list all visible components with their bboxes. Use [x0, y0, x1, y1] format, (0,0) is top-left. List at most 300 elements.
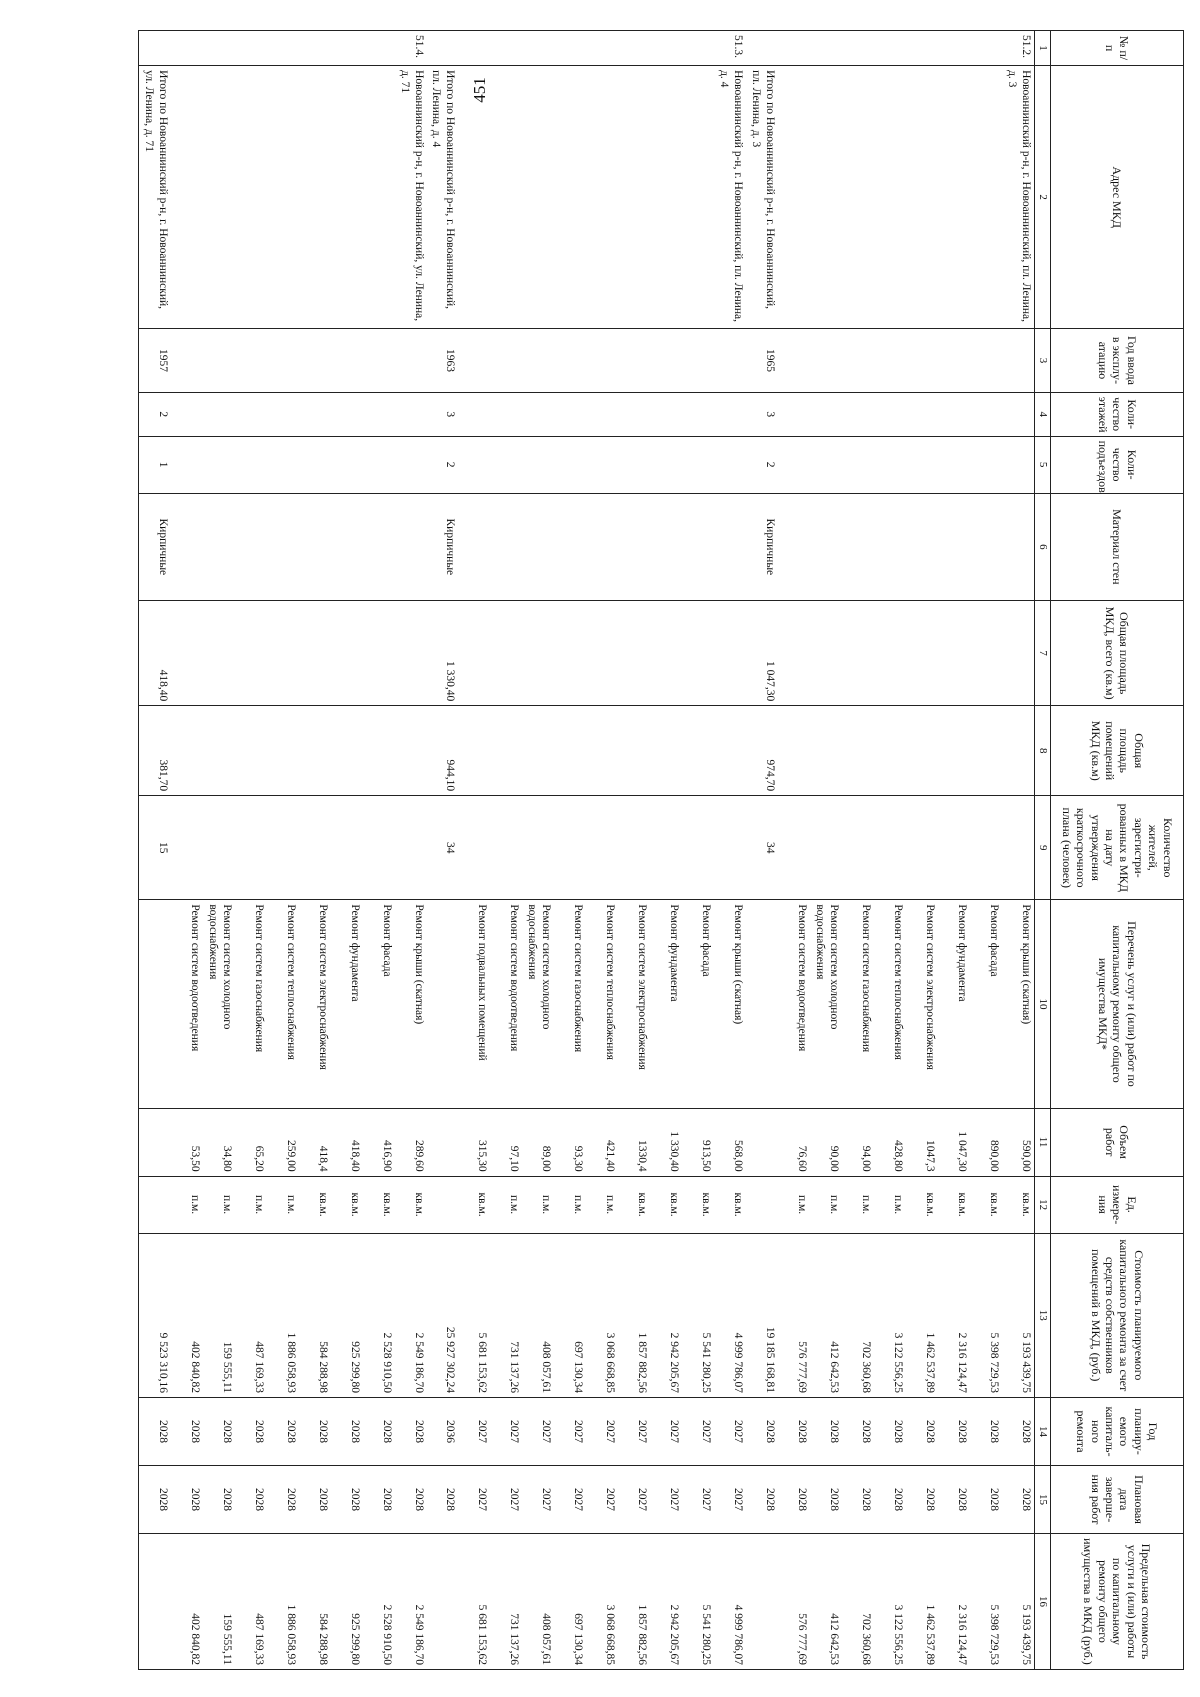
cell-address — [171, 66, 203, 329]
column-header: Ед. измере-ния — [1051, 1176, 1184, 1233]
cell-wall-material — [938, 493, 970, 600]
cell-residents — [267, 796, 299, 900]
cell-work-volume: 1 330,40 — [650, 1108, 682, 1176]
cell-repair-year: 2028 — [906, 1398, 938, 1466]
cell-premises-area: 381,70 — [139, 706, 171, 796]
cell-unit: кв.м. — [363, 1176, 395, 1233]
cell-address: Итого по Новоаннинский р-н, г. Новоаннинский, пл. Ленина, д. 3 — [746, 66, 778, 329]
cell-completion-date: 2028 — [203, 1465, 235, 1533]
cell-total-area — [331, 601, 363, 706]
cell-entrances — [458, 436, 490, 493]
table-row — [906, 31, 938, 1670]
column-header: Количество жителей, зарегистри-рованных в МКД на дату утверждения краткосрочного плана (человек) — [1051, 796, 1184, 900]
cell-entrances — [842, 436, 874, 493]
cell-premises-area — [586, 706, 618, 796]
cell-row-number — [299, 31, 331, 66]
cell-repair-year: 2036 — [427, 1398, 459, 1466]
cell-unit: п.м. — [171, 1176, 203, 1233]
column-number: 13 — [1034, 1233, 1050, 1397]
cell-wall-material — [490, 493, 522, 600]
column-number: 16 — [1034, 1533, 1050, 1669]
cell-address: Новоаннинский р-н, г. Новоаннинский, пл. Ленина, д. 4 — [714, 66, 746, 329]
cell-total-area — [874, 601, 906, 706]
cell-work-volume: 315,30 — [458, 1108, 490, 1176]
column-number: 7 — [1034, 601, 1050, 706]
cell-residents — [714, 796, 746, 900]
column-header: Стоимость планируемого капитального ремонта за счет средств собственников помещений в МКД, (руб.) — [1051, 1233, 1184, 1397]
table-row — [682, 31, 714, 1670]
table-row — [842, 31, 874, 1670]
cell-completion-date: 2028 — [139, 1465, 171, 1533]
cell-unit — [746, 1176, 778, 1233]
cell-max-cost: 584 288,98 — [299, 1533, 331, 1669]
cell-wall-material — [363, 493, 395, 600]
cell-repair-year: 2027 — [650, 1398, 682, 1466]
table-row — [810, 31, 842, 1670]
cell-entrances — [650, 436, 682, 493]
column-number: 5 — [1034, 436, 1050, 493]
cell-floors — [842, 392, 874, 436]
cell-work-type: Ремонт фундамента — [331, 900, 363, 1108]
cell-total-area: 418,40 — [139, 601, 171, 706]
cell-year-built: 1957 — [139, 329, 171, 393]
cell-unit: п.м. — [778, 1176, 810, 1233]
cell-row-number — [203, 31, 235, 66]
column-header: Год ввода в эксплу-атацию — [1051, 329, 1184, 393]
cell-row-number — [331, 31, 363, 66]
column-number: 12 — [1034, 1176, 1050, 1233]
cell-row-number — [842, 31, 874, 66]
cell-work-type: Ремонт систем электроснабжения — [906, 900, 938, 1108]
cell-work-type: Ремонт систем холодного водоснабжения — [810, 900, 842, 1108]
cell-total-area — [650, 601, 682, 706]
table-row — [650, 31, 682, 1670]
cell-repair-cost: 408 057,61 — [522, 1233, 554, 1397]
cell-floors — [650, 392, 682, 436]
cell-work-volume: 65,20 — [235, 1108, 267, 1176]
cell-completion-date: 2028 — [778, 1465, 810, 1533]
cell-repair-year: 2028 — [746, 1398, 778, 1466]
cell-total-area — [554, 601, 586, 706]
cell-max-cost: 5 193 439,75 — [1002, 1533, 1035, 1669]
cell-unit: п.м. — [810, 1176, 842, 1233]
cell-row-number — [363, 31, 395, 66]
cell-repair-cost: 25 927 302,24 — [427, 1233, 459, 1397]
cell-unit: п.м. — [522, 1176, 554, 1233]
table-row — [458, 31, 490, 1670]
table-row — [331, 31, 363, 1670]
cell-row-number — [235, 31, 267, 66]
cell-work-volume: 76,60 — [778, 1108, 810, 1176]
cell-wall-material — [395, 493, 427, 600]
cell-premises-area — [458, 706, 490, 796]
cell-premises-area — [714, 706, 746, 796]
cell-residents — [778, 796, 810, 900]
cell-floors — [171, 392, 203, 436]
cell-entrances — [874, 436, 906, 493]
cell-max-cost: 5 541 280,25 — [682, 1533, 714, 1669]
column-number: 14 — [1034, 1398, 1050, 1466]
cell-floors — [810, 392, 842, 436]
cell-row-number — [906, 31, 938, 66]
cell-repair-cost: 487 169,33 — [235, 1233, 267, 1397]
cell-floors — [554, 392, 586, 436]
column-header: Общая площадь МКД, всего (кв.м) — [1051, 601, 1184, 706]
cell-work-type: Ремонт фасада — [970, 900, 1002, 1108]
table-row — [874, 31, 906, 1670]
cell-floors — [522, 392, 554, 436]
cell-year-built — [267, 329, 299, 393]
cell-entrances — [395, 436, 427, 493]
cell-work-type: Ремонт систем электроснабжения — [299, 900, 331, 1108]
cell-entrances — [938, 436, 970, 493]
cell-entrances — [235, 436, 267, 493]
cell-max-cost: 1 857 882,56 — [618, 1533, 650, 1669]
cell-repair-cost: 412 642,53 — [810, 1233, 842, 1397]
column-header: Адрес МКД — [1051, 66, 1184, 329]
cell-row-number: 51.4. — [395, 31, 427, 66]
cell-floors — [490, 392, 522, 436]
cell-repair-year: 2027 — [458, 1398, 490, 1466]
cell-premises-area — [970, 706, 1002, 796]
cell-year-built — [938, 329, 970, 393]
cell-max-cost: 2 942 205,67 — [650, 1533, 682, 1669]
cell-entrances — [363, 436, 395, 493]
cell-repair-cost: 5 681 153,62 — [458, 1233, 490, 1397]
cell-address: Новоаннинский р-н, г. Новоаннинский, ул. Ленина, д. 71 — [395, 66, 427, 329]
column-header: Объем работ — [1051, 1108, 1184, 1176]
column-header: Перечень услуг и (или) работ по капитальному ремонту общего имущества МКД* — [1051, 900, 1184, 1108]
cell-row-number — [458, 31, 490, 66]
cell-work-volume: 1047,3 — [906, 1108, 938, 1176]
cell-max-cost — [427, 1533, 459, 1669]
cell-completion-date: 2027 — [458, 1465, 490, 1533]
cell-work-volume: 53,50 — [171, 1108, 203, 1176]
total-row — [427, 31, 459, 1670]
cell-year-built — [970, 329, 1002, 393]
cell-entrances — [682, 436, 714, 493]
cell-premises-area — [522, 706, 554, 796]
table-row — [554, 31, 586, 1670]
cell-year-built — [458, 329, 490, 393]
cell-wall-material — [842, 493, 874, 600]
cell-repair-year: 2028 — [171, 1398, 203, 1466]
cell-premises-area — [331, 706, 363, 796]
cell-premises-area — [235, 706, 267, 796]
cell-repair-cost: 2 549 186,70 — [395, 1233, 427, 1397]
cell-premises-area — [778, 706, 810, 796]
total-row — [139, 31, 171, 1670]
cell-max-cost: 925 299,80 — [331, 1533, 363, 1669]
cell-floors — [874, 392, 906, 436]
cell-year-built: 1963 — [427, 329, 459, 393]
cell-wall-material — [299, 493, 331, 600]
cell-repair-cost: 731 137,26 — [490, 1233, 522, 1397]
cell-max-cost: 1 462 537,89 — [906, 1533, 938, 1669]
cell-floors: 2 — [139, 392, 171, 436]
table-row — [586, 31, 618, 1670]
cell-residents — [490, 796, 522, 900]
cell-completion-date: 2027 — [682, 1465, 714, 1533]
cell-residents: 15 — [139, 796, 171, 900]
cell-repair-year: 2028 — [810, 1398, 842, 1466]
cell-work-type: Ремонт систем газоснабжения — [842, 900, 874, 1108]
cell-unit: п.м. — [842, 1176, 874, 1233]
cell-repair-cost: 697 130,34 — [554, 1233, 586, 1397]
cell-unit: кв.м. — [299, 1176, 331, 1233]
cell-completion-date: 2028 — [970, 1465, 1002, 1533]
cell-max-cost: 408 057,61 — [522, 1533, 554, 1669]
cell-repair-cost: 925 299,80 — [331, 1233, 363, 1397]
cell-premises-area — [842, 706, 874, 796]
cell-address — [235, 66, 267, 329]
cell-floors — [906, 392, 938, 436]
cell-repair-year: 2028 — [842, 1398, 874, 1466]
cell-address: Итого по Новоаннинский р-н, г. Новоаннинский, пл. Ленина, д. 4 — [427, 66, 459, 329]
cell-wall-material — [554, 493, 586, 600]
cell-max-cost: 5 398 729,53 — [970, 1533, 1002, 1669]
table-row — [970, 31, 1002, 1670]
cell-address — [650, 66, 682, 329]
cell-year-built — [203, 329, 235, 393]
column-number: 15 — [1034, 1465, 1050, 1533]
cell-work-volume: 259,00 — [267, 1108, 299, 1176]
cell-wall-material — [906, 493, 938, 600]
cell-total-area — [618, 601, 650, 706]
cell-premises-area — [554, 706, 586, 796]
cell-year-built — [906, 329, 938, 393]
cell-work-volume: 1 047,30 — [938, 1108, 970, 1176]
cell-entrances — [586, 436, 618, 493]
cell-residents — [458, 796, 490, 900]
cell-address — [522, 66, 554, 329]
cell-year-built — [363, 329, 395, 393]
cell-work-type: Ремонт крыши (скатная) — [714, 900, 746, 1108]
cell-wall-material — [714, 493, 746, 600]
cell-work-type: Ремонт систем теплоснабжения — [874, 900, 906, 1108]
cell-residents — [1002, 796, 1035, 900]
cell-entrances — [522, 436, 554, 493]
cell-address — [682, 66, 714, 329]
cell-year-built — [778, 329, 810, 393]
cell-floors: 3 — [746, 392, 778, 436]
cell-work-type: Ремонт фасада — [363, 900, 395, 1108]
cell-residents — [586, 796, 618, 900]
cell-total-area — [522, 601, 554, 706]
cell-year-built — [299, 329, 331, 393]
cell-completion-date: 2028 — [171, 1465, 203, 1533]
cell-wall-material — [778, 493, 810, 600]
cell-address: Итого по Новоаннинский р-н, г. Новоаннинский, ул. Ленина, д. 71 — [139, 66, 171, 329]
cell-premises-area — [363, 706, 395, 796]
cell-premises-area — [938, 706, 970, 796]
cell-repair-cost: 584 288,98 — [299, 1233, 331, 1397]
cell-address — [363, 66, 395, 329]
cell-floors: 3 — [427, 392, 459, 436]
table-row — [618, 31, 650, 1670]
cell-work-volume: 97,10 — [490, 1108, 522, 1176]
cell-row-number — [970, 31, 1002, 66]
cell-year-built — [842, 329, 874, 393]
cell-max-cost: 2 316 124,47 — [938, 1533, 970, 1669]
cell-work-volume: 428,80 — [874, 1108, 906, 1176]
cell-work-type: Ремонт систем электроснабжения — [618, 900, 650, 1108]
cell-residents: 34 — [427, 796, 459, 900]
cell-residents — [203, 796, 235, 900]
cell-completion-date: 2028 — [267, 1465, 299, 1533]
cell-unit — [139, 1176, 171, 1233]
cell-entrances — [331, 436, 363, 493]
cell-total-area — [490, 601, 522, 706]
table-row — [490, 31, 522, 1670]
cell-work-volume — [746, 1108, 778, 1176]
cell-row-number: 51.3. — [714, 31, 746, 66]
cell-residents — [650, 796, 682, 900]
cell-entrances — [554, 436, 586, 493]
cell-max-cost — [139, 1533, 171, 1669]
cell-completion-date: 2027 — [554, 1465, 586, 1533]
cell-completion-date: 2028 — [235, 1465, 267, 1533]
cell-entrances — [810, 436, 842, 493]
capital-repair-table — [138, 30, 1184, 1670]
table-row — [778, 31, 810, 1670]
cell-total-area — [586, 601, 618, 706]
cell-repair-year: 2028 — [203, 1398, 235, 1466]
cell-repair-cost: 1 886 058,93 — [267, 1233, 299, 1397]
cell-completion-date: 2028 — [331, 1465, 363, 1533]
cell-address — [938, 66, 970, 329]
cell-work-type: Ремонт систем холодного водоснабжения — [203, 900, 235, 1108]
cell-total-area — [235, 601, 267, 706]
cell-repair-cost: 9 523 310,16 — [139, 1233, 171, 1397]
cell-unit: кв.м. — [650, 1176, 682, 1233]
cell-work-type: Ремонт систем газоснабжения — [235, 900, 267, 1108]
cell-residents — [235, 796, 267, 900]
cell-completion-date: 2028 — [874, 1465, 906, 1533]
cell-address — [810, 66, 842, 329]
cell-wall-material — [618, 493, 650, 600]
cell-premises-area: 944,10 — [427, 706, 459, 796]
cell-max-cost: 731 137,26 — [490, 1533, 522, 1669]
cell-total-area — [1002, 601, 1035, 706]
column-header: Общая площадь помещений МКД (кв.м) — [1051, 706, 1184, 796]
cell-max-cost: 2 528 910,50 — [363, 1533, 395, 1669]
cell-unit: кв.м. — [458, 1176, 490, 1233]
cell-wall-material — [874, 493, 906, 600]
cell-row-number — [139, 31, 171, 66]
cell-repair-cost: 1 857 882,56 — [618, 1233, 650, 1397]
column-number: 8 — [1034, 706, 1050, 796]
cell-row-number — [267, 31, 299, 66]
cell-premises-area — [299, 706, 331, 796]
cell-floors — [363, 392, 395, 436]
cell-repair-year: 2028 — [778, 1398, 810, 1466]
cell-wall-material — [267, 493, 299, 600]
cell-unit — [427, 1176, 459, 1233]
cell-address: Новоаннинский р-н, г. Новоаннинский, пл. Ленина, д. 3 — [1002, 66, 1035, 329]
cell-row-number — [650, 31, 682, 66]
cell-wall-material — [970, 493, 1002, 600]
cell-residents — [618, 796, 650, 900]
cell-completion-date: 2027 — [522, 1465, 554, 1533]
cell-total-area — [970, 601, 1002, 706]
cell-total-area — [458, 601, 490, 706]
cell-row-number: 51.2. — [1002, 31, 1035, 66]
cell-floors — [1002, 392, 1035, 436]
cell-repair-year: 2028 — [1002, 1398, 1035, 1466]
cell-address — [299, 66, 331, 329]
table-row — [299, 31, 331, 1670]
table-row — [171, 31, 203, 1670]
cell-year-built — [714, 329, 746, 393]
cell-total-area — [203, 601, 235, 706]
cell-total-area — [682, 601, 714, 706]
cell-residents — [906, 796, 938, 900]
cell-residents — [363, 796, 395, 900]
cell-row-number — [586, 31, 618, 66]
cell-repair-year: 2028 — [395, 1398, 427, 1466]
cell-work-type: Ремонт систем теплоснабжения — [586, 900, 618, 1108]
column-number: 2 — [1034, 66, 1050, 329]
cell-repair-cost: 702 360,68 — [842, 1233, 874, 1397]
total-row — [746, 31, 778, 1670]
cell-row-number — [746, 31, 778, 66]
cell-premises-area — [618, 706, 650, 796]
cell-work-type: Ремонт систем газоснабжения — [554, 900, 586, 1108]
cell-wall-material — [203, 493, 235, 600]
cell-repair-cost: 402 840,82 — [171, 1233, 203, 1397]
cell-row-number — [938, 31, 970, 66]
column-number: 1 — [1034, 31, 1050, 66]
cell-work-volume: 416,90 — [363, 1108, 395, 1176]
cell-wall-material — [586, 493, 618, 600]
cell-repair-year: 2027 — [554, 1398, 586, 1466]
cell-completion-date: 2028 — [810, 1465, 842, 1533]
cell-wall-material: Кирпичные — [746, 493, 778, 600]
cell-completion-date: 2028 — [938, 1465, 970, 1533]
cell-repair-year: 2028 — [139, 1398, 171, 1466]
table-row — [938, 31, 970, 1670]
cell-year-built — [235, 329, 267, 393]
cell-unit: кв.м. — [970, 1176, 1002, 1233]
cell-repair-cost: 3 122 556,25 — [874, 1233, 906, 1397]
cell-residents — [331, 796, 363, 900]
cell-work-type: Ремонт крыши (скатная) — [1002, 900, 1035, 1108]
cell-floors — [586, 392, 618, 436]
cell-entrances — [299, 436, 331, 493]
cell-work-volume: 289,60 — [395, 1108, 427, 1176]
column-header: Предельная стоимость услуги и (или) работы по капитальному ремонту общего имущества в МКД (руб.) — [1051, 1533, 1184, 1669]
cell-total-area — [299, 601, 331, 706]
cell-repair-cost: 2 528 910,50 — [363, 1233, 395, 1397]
cell-completion-date: 2028 — [395, 1465, 427, 1533]
cell-max-cost: 412 642,53 — [810, 1533, 842, 1669]
cell-total-area: 1 330,40 — [427, 601, 459, 706]
cell-max-cost: 402 840,82 — [171, 1533, 203, 1669]
cell-address — [267, 66, 299, 329]
cell-work-volume: 590,00 — [1002, 1108, 1035, 1176]
cell-total-area: 1 047,30 — [746, 601, 778, 706]
cell-premises-area — [682, 706, 714, 796]
cell-wall-material — [1002, 493, 1035, 600]
cell-repair-cost: 2 316 124,47 — [938, 1233, 970, 1397]
cell-row-number — [682, 31, 714, 66]
cell-repair-year: 2028 — [299, 1398, 331, 1466]
cell-work-volume: 94,00 — [842, 1108, 874, 1176]
cell-total-area — [810, 601, 842, 706]
cell-residents — [970, 796, 1002, 900]
cell-total-area — [714, 601, 746, 706]
